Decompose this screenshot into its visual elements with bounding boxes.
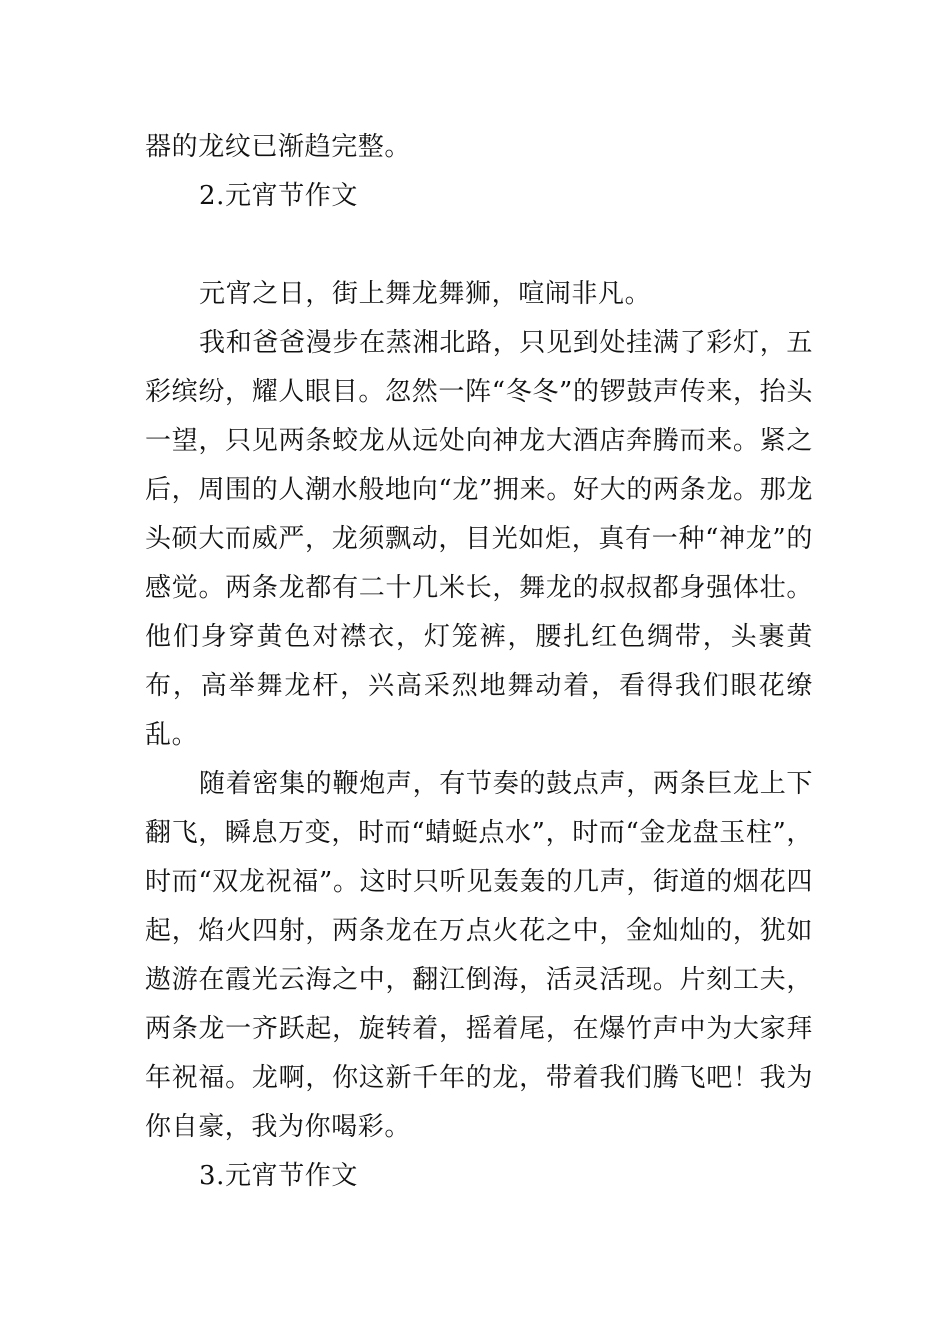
blank-line xyxy=(145,221,813,270)
intro-tail-paragraph: 器的龙纹已渐趋完整。 xyxy=(145,132,412,162)
document-body xyxy=(145,123,813,1201)
section-2-paragraph-3: 随着密集的鞭炮声，有节奏的鼓点声，两条巨龙上下翻飞，瞬息万变，时而“蜻蜓点水”，时而“金龙盘玉柱”，时而“双龙祝福”。这时只听见轰轰的几声，街道的烟花四起，焰火四射，两条龙在万点火花之中，金灿灿的，犹如遨游在霞光云海之中，翻江倒海，活灵活现。片刻工夫，两条龙一齐跃起，旋转着，摇着尾，在爆竹声中为大家拜年祝福。龙啊，你这新千年的龙，带着我们腾飞吧！我为你自豪，我为你喝彩。 xyxy=(145,769,813,1142)
section-2-paragraph-2: 我和爸爸漫步在蒸湘北路，只见到处挂满了彩灯，五彩缤纷，耀人眼目。忽然一阵“冬冬”的锣鼓声传来，抬头一望，只见两条蛟龙从远处向神龙大酒店奔腾而来。紧之后，周围的人潮水般地向“龙”拥来。好大的两条龙。那龙头硕大而威严，龙须飘动，目光如炬，真有一种“神龙”的感觉。两条龙都有二十几米长，舞龙的叔叔都身强体壮。他们身穿黄色对襟衣，灯笼裤，腰扎红色绸带，头裹黄布，高举舞龙杆，兴高采烈地舞动着，看得我们眼花缭乱。 xyxy=(145,328,813,750)
section-2-heading: 2.元宵节作文 xyxy=(199,181,359,211)
section-3-heading: 3.元宵节作文 xyxy=(199,1161,359,1191)
section-2-paragraph-1: 元宵之日，街上舞龙舞狮，喧闹非凡。 xyxy=(199,279,652,309)
